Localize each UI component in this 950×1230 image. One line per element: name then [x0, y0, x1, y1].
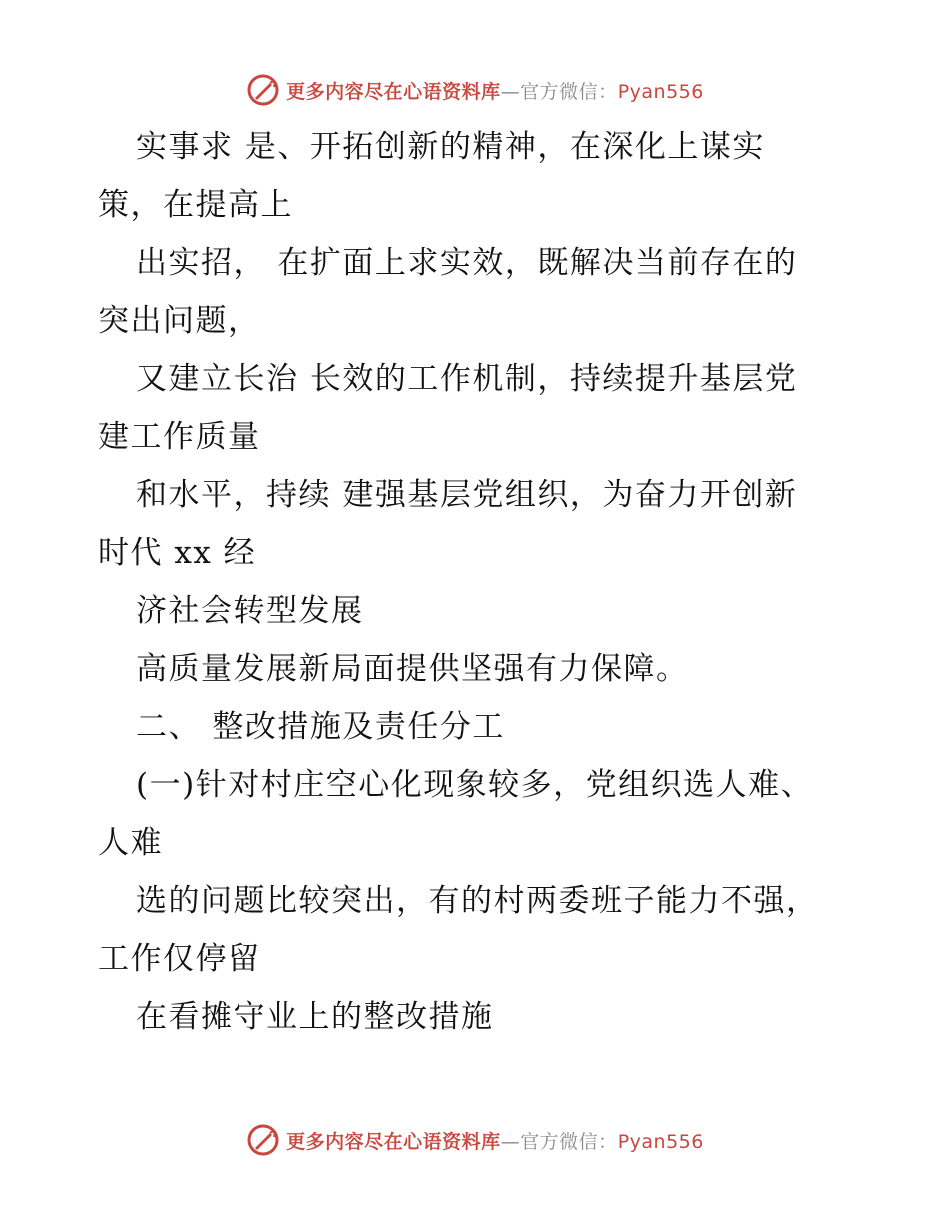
text-line: 高质量发展新局面提供坚强有力保障。 — [136, 651, 689, 687]
header-watermark — [0, 70, 950, 110]
text-line: 二、 整改措施及责任分工 — [136, 709, 505, 745]
text-line: 工作仅停留 — [98, 941, 261, 977]
watermark-separator: — — [500, 80, 521, 103]
text-line: 建工作质量 — [98, 419, 261, 455]
text-line: 出实招， 在扩面上求实效，既解决当前存在的 — [136, 245, 798, 281]
text-line: 人难 — [98, 825, 163, 861]
quill-logo-icon — [246, 73, 280, 107]
watermark-text — [286, 1127, 704, 1154]
text-line: 时代 xx 经 — [98, 535, 257, 571]
text-line: 选的问题比较突出，有的村两委班子能力不强， — [136, 883, 819, 919]
footer-watermark — [0, 1120, 950, 1160]
text-line: 和水平，持续 建强基层党组织，为奋力开创新 — [136, 477, 798, 513]
quill-logo-icon — [246, 1123, 280, 1157]
watermark-separator: — — [500, 1130, 521, 1153]
text-line: 突出问题， — [98, 303, 261, 339]
text-line: 济社会转型发展 — [136, 593, 364, 629]
watermark-text — [286, 77, 704, 104]
watermark-wechat-id: Pyan556 — [617, 1130, 704, 1153]
watermark-official-label: 官方微信： — [520, 1130, 618, 1153]
text-line: 策，在提高上 — [98, 187, 293, 223]
watermark-brand: 更多内容尽在心语资料库 — [286, 80, 501, 103]
text-line: 在看摊守业上的整改措施 — [136, 999, 494, 1035]
text-line: 又建立长治 长效的工作机制，持续提升基层党 — [136, 361, 798, 397]
watermark-official-label: 官方微信： — [520, 80, 618, 103]
text-line: 实事求 是、开拓创新的精神，在深化上谋实 — [136, 129, 765, 165]
watermark-brand: 更多内容尽在心语资料库 — [286, 1130, 501, 1153]
document-body — [98, 118, 858, 1046]
watermark-wechat-id: Pyan556 — [617, 80, 704, 103]
text-line: (一)针对村庄空心化现象较多，党组织选人难、 — [136, 767, 814, 803]
